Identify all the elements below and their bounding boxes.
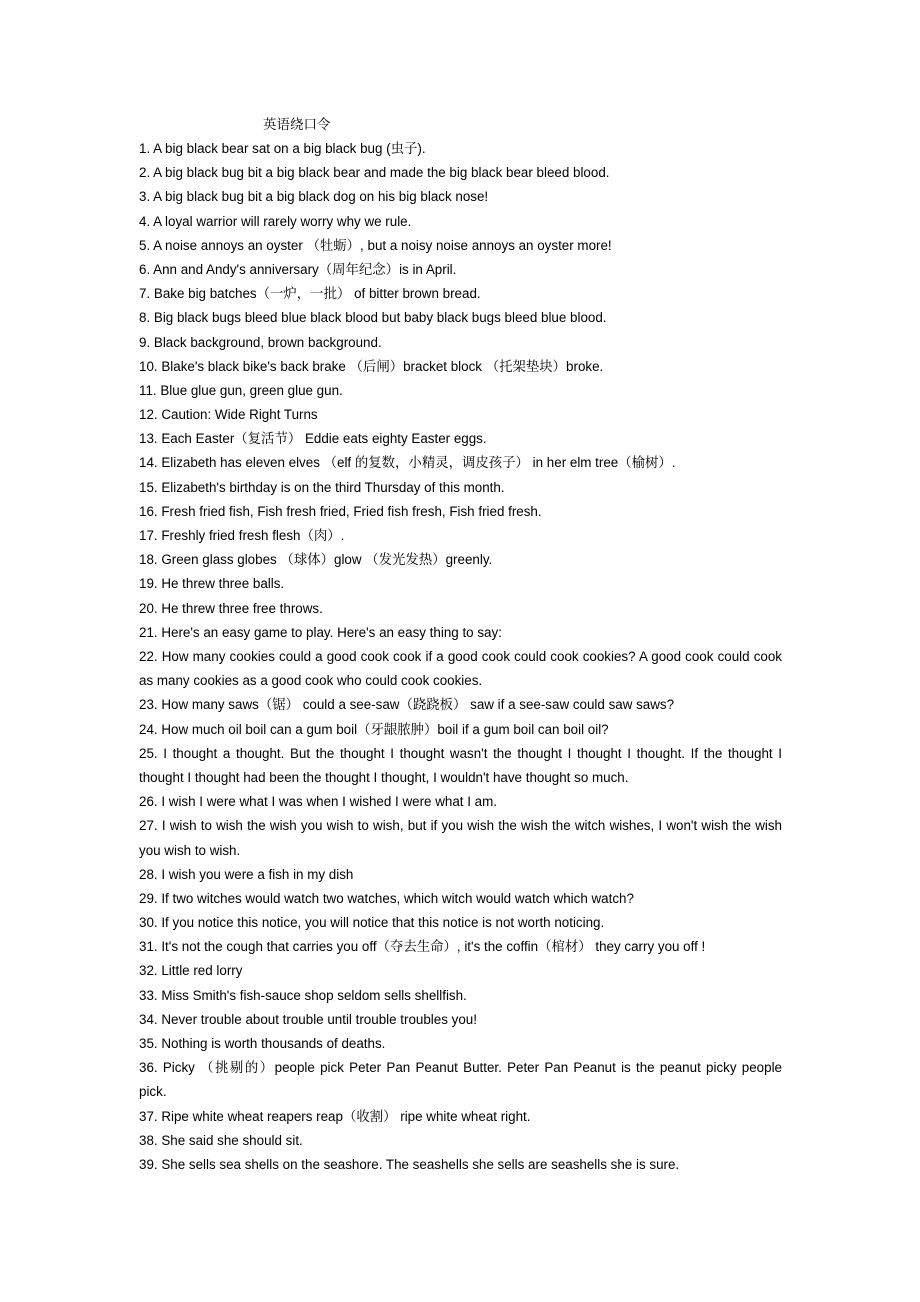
list-item: 9. Black background, brown background. xyxy=(139,334,382,350)
list-item: 19. He threw three balls. xyxy=(139,576,285,592)
list-item: 5. A noise annoys an oyster （牡蛎）, but a noisy noise annoys an oyster more! xyxy=(139,237,612,253)
list-item: 26. I wish I were what I was when I wished I were what I am. xyxy=(139,794,497,810)
list-item: 15. Elizabeth's birthday is on the third Thursday of this month. xyxy=(139,479,505,495)
list-item: 17. Freshly fried fresh flesh（肉）. xyxy=(139,528,345,543)
document-title: 英语绕口令 xyxy=(263,117,331,133)
list-item: 24. How much oil boil can a gum boil（牙龈脓肿）boil if a gum boil can boil oil? xyxy=(139,721,609,737)
list-item: 6. Ann and Andy's anniversary（周年纪念）is in April. xyxy=(139,261,457,277)
list-item: 10. Blake's black bike's back brake （后闸）bracket block （托架垫块）broke. xyxy=(139,358,604,374)
list-item: 2. A big black bug bit a big black bear and made the big black bear bleed blood. xyxy=(139,165,610,181)
list-item: 16. Fresh fried fish, Fish fresh fried, Fried fish fresh, Fish fried fresh. xyxy=(139,503,542,519)
list-item: 22. How many cookies could a good cook cook if a good cook could cook cookies? A good cook could cook as many cookies as a good cook who could cook cookies. xyxy=(139,648,782,689)
list-item: 18. Green glass globes （球体）glow （发光发热）greenly. xyxy=(139,552,493,568)
list-item: 39. She sells sea shells on the seashore. The seashells she sells are seashells she is sure. xyxy=(139,1157,680,1172)
list-item: 30. If you notice this notice, you will notice that this notice is not worth noticing. xyxy=(139,915,605,931)
list-item: 31. It's not the cough that carries you off（夺去生命）, it's the coffin（棺材） they carry you off ! xyxy=(139,939,706,955)
list-item: 1. A big black bear sat on a big black bug (虫子). xyxy=(139,141,426,156)
list-item: 23. How many saws（锯） could a see-saw（跷跷板） saw if a see-saw could saw saws? xyxy=(139,697,675,713)
list-item: 12. Caution: Wide Right Turns xyxy=(139,407,318,423)
list-item: 28. I wish you were a fish in my dish xyxy=(139,866,354,882)
list-item: 38. She said she should sit. xyxy=(139,1132,303,1148)
tongue-twister-list xyxy=(139,137,782,1177)
list-item: 35. Nothing is worth thousands of deaths. xyxy=(139,1036,386,1052)
list-item: 11. Blue glue gun, green glue gun. xyxy=(139,382,343,398)
list-item: 32. Little red lorry xyxy=(139,963,243,979)
list-item: 3. A big black bug bit a big black dog on his big black nose! xyxy=(139,189,489,205)
list-item: 21. Here's an easy game to play. Here's an easy thing to say: xyxy=(139,624,502,640)
list-item: 7. Bake big batches（一炉，一批） of bitter brown bread. xyxy=(139,286,481,302)
list-item: 4. A loyal warrior will rarely worry why we rule. xyxy=(139,213,412,229)
list-item: 20. He threw three free throws. xyxy=(139,600,323,616)
list-item: 33. Miss Smith's fish-sauce shop seldom sells shellfish. xyxy=(139,987,467,1003)
list-item: 37. Ripe white wheat reapers reap（收割） ripe white wheat right. xyxy=(139,1108,531,1124)
list-item: 25. I thought a thought. But the thought I thought wasn't the thought I thought I thought. If the thought I thought I thought had been the thought I thought, I wouldn't have thought so much. xyxy=(139,745,782,785)
list-item: 8. Big black bugs bleed blue black blood but baby black bugs bleed blue blood. xyxy=(139,310,607,326)
list-item: 27. I wish to wish the wish you wish to wish, but if you wish the wish the witch wishes, I won't wish the wish you wish to wish. xyxy=(139,818,782,858)
list-item: 36. Picky （挑剔的）people pick Peter Pan Peanut Butter. Peter Pan Peanut is the peanut picky people pick. xyxy=(139,1060,782,1100)
list-item: 13. Each Easter（复活节） Eddie eats eighty Easter eggs. xyxy=(139,431,487,447)
list-item: 34. Never trouble about trouble until trouble troubles you! xyxy=(139,1011,477,1027)
list-item: 29. If two witches would watch two watches, which witch would watch which watch? xyxy=(139,890,634,906)
list-item: 14. Elizabeth has eleven elves （elf 的复数，小精灵，调皮孩子） in her elm tree（榆树）. xyxy=(139,455,676,471)
